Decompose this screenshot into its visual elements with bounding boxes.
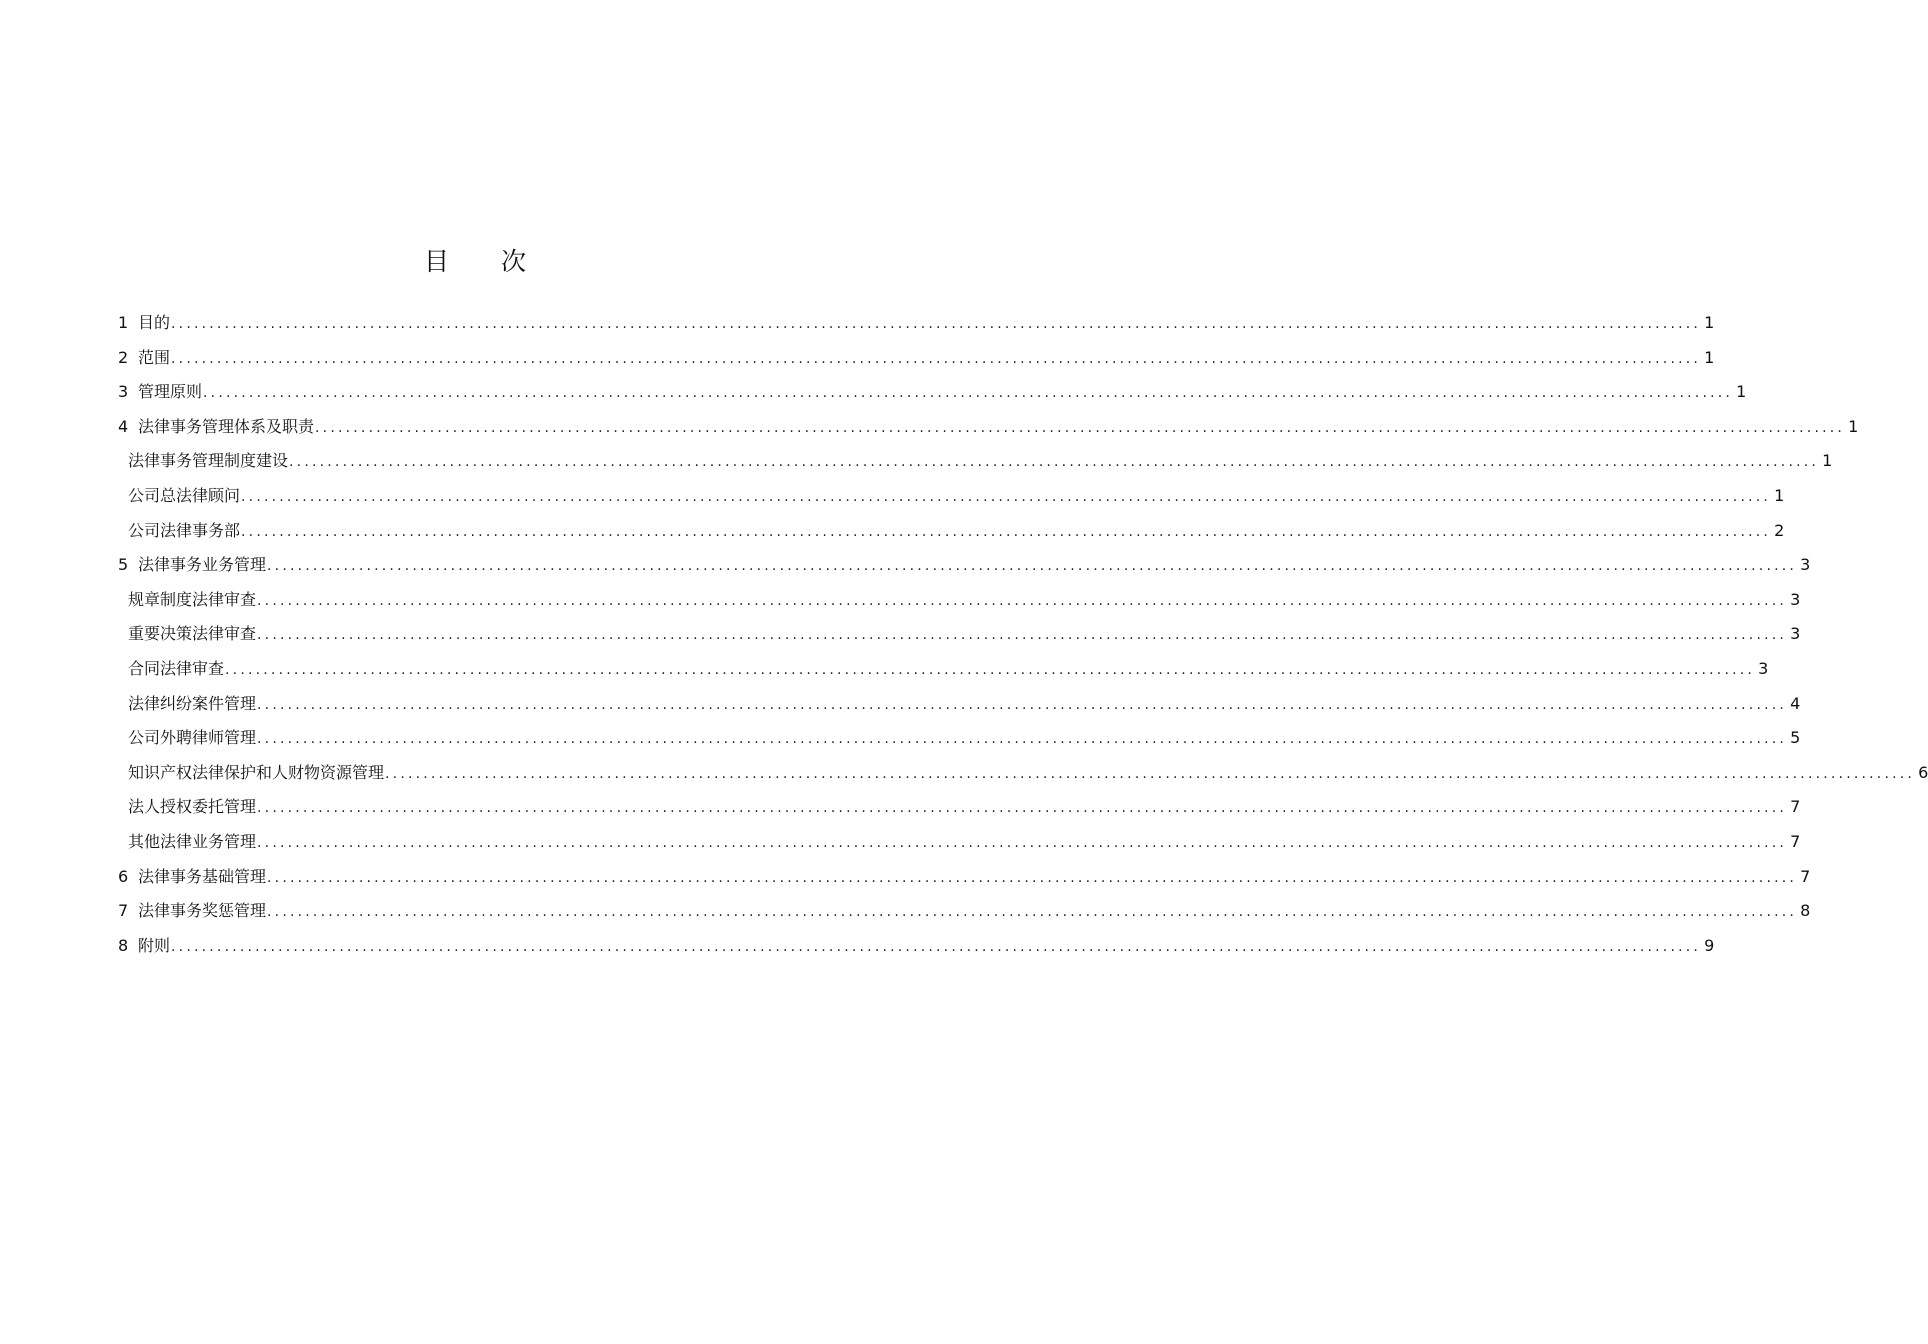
toc-subentry[interactable] <box>118 790 1801 825</box>
toc-dot-leader: ........................................................................................................................................................................................................ <box>241 488 1772 505</box>
toc-page-number: 1 <box>1774 485 1785 505</box>
toc-entry-title: 法律事务管理制度建设 <box>128 451 289 471</box>
toc-entry-title: 附则 <box>138 935 171 955</box>
toc-entry[interactable] <box>118 929 1715 964</box>
toc-entry-number: 5 <box>118 555 129 575</box>
toc-entry-title: 规章制度法律审查 <box>128 589 257 609</box>
toc-page-number: 7 <box>1790 831 1801 851</box>
toc-dot-leader: ........................................................................................................................................................................................................ <box>171 350 1702 367</box>
toc-page-number: 1 <box>1848 416 1859 436</box>
toc-entry-title: 管理原则 <box>138 382 203 402</box>
toc-subentry[interactable] <box>118 583 1801 618</box>
toc-dot-leader: ........................................................................................................................................................................................................ <box>267 558 1798 575</box>
toc-subentry[interactable] <box>118 721 1801 756</box>
toc-page-number: 1 <box>1822 451 1833 471</box>
toc-dot-leader: ........................................................................................................................................................................................................ <box>257 800 1788 817</box>
toc-page-number: 2 <box>1774 520 1785 540</box>
toc-entry-title: 法律事务业务管理 <box>138 555 267 575</box>
toc-entry-title: 公司外聘律师管理 <box>128 728 257 748</box>
toc-entry-title: 法律纠纷案件管理 <box>128 693 257 713</box>
toc-entry-title: 目的 <box>138 313 171 332</box>
toc-title-char-1: 目 <box>423 247 449 276</box>
toc-page-number: 4 <box>1790 693 1801 713</box>
toc-page-number: 3 <box>1790 589 1801 609</box>
toc-subentry[interactable] <box>118 825 1801 860</box>
toc-entry-number: 1 <box>118 313 129 332</box>
toc-page-number: 3 <box>1790 624 1801 644</box>
toc-page-number: 3 <box>1758 658 1769 678</box>
toc-dot-leader: ........................................................................................................................................................................................................ <box>171 316 1702 332</box>
toc-entry[interactable] <box>118 375 1747 410</box>
toc-page-number: 7 <box>1800 866 1811 886</box>
toc-subentry[interactable] <box>118 756 1928 791</box>
toc-dot-leader: ........................................................................................................................................................................................................ <box>257 592 1788 609</box>
toc-entry-title: 法人授权委托管理 <box>128 797 257 817</box>
toc-page-number: 3 <box>1800 555 1811 575</box>
toc-dot-leader: ........................................................................................................................................................................................................ <box>257 696 1788 713</box>
toc-dot-leader: ........................................................................................................................................................................................................ <box>267 904 1798 921</box>
toc-entry-title: 法律事务基础管理 <box>138 866 267 886</box>
toc-entry-number: 6 <box>118 866 129 886</box>
toc-dot-leader: ........................................................................................................................................................................................................ <box>203 385 1734 402</box>
toc-entry-title: 法律事务奖惩管理 <box>138 901 267 921</box>
toc-page-number: 9 <box>1704 935 1715 955</box>
toc-entry-title: 知识产权法律保护和人财物资源管理 <box>128 762 385 782</box>
toc-entry-title: 范围 <box>138 347 171 367</box>
toc-entry[interactable] <box>118 410 1859 445</box>
toc-subentry[interactable] <box>118 617 1801 652</box>
toc-subentry[interactable] <box>118 514 1785 549</box>
toc-dot-leader: ........................................................................................................................................................................................................ <box>225 661 1756 678</box>
toc-dot-leader: ........................................................................................................................................................................................................ <box>267 869 1798 886</box>
toc-subentry[interactable] <box>118 444 1833 479</box>
toc-entry[interactable] <box>118 306 1715 341</box>
toc-page-number: 1 <box>1704 347 1715 367</box>
toc-entry-title: 公司法律事务部 <box>128 520 241 540</box>
toc-dot-leader: ........................................................................................................................................................................................................ <box>241 523 1772 540</box>
toc-dot-leader: ........................................................................................................................................................................................................ <box>257 627 1788 644</box>
toc-entry-number: 8 <box>118 935 129 955</box>
toc-entry-number: 7 <box>118 901 129 921</box>
toc-page-number: 5 <box>1790 728 1801 748</box>
toc-entry-title: 法律事务管理体系及职责 <box>138 416 315 436</box>
toc-subentry[interactable] <box>118 479 1785 514</box>
toc-page-number: 1 <box>1736 382 1747 402</box>
toc-entry-number: 4 <box>118 416 129 436</box>
toc-entry-number: 3 <box>118 382 129 402</box>
table-of-contents <box>118 306 1928 963</box>
toc-page-number: 7 <box>1790 797 1801 817</box>
toc-page-number: 8 <box>1800 901 1811 921</box>
toc-dot-leader: ........................................................................................................................................................................................................ <box>289 454 1820 471</box>
toc-dot-leader: ........................................................................................................................................................................................................ <box>171 938 1702 955</box>
toc-entry-number: 2 <box>118 347 129 367</box>
toc-subentry[interactable] <box>118 687 1801 722</box>
toc-entry-title: 公司总法律顾问 <box>128 485 241 505</box>
toc-entry[interactable] <box>118 341 1715 376</box>
toc-page-number: 6 <box>1918 762 1928 782</box>
toc-title-char-2: 次 <box>501 247 527 276</box>
toc-entry[interactable] <box>118 548 1811 583</box>
toc-dot-leader: ........................................................................................................................................................................................................ <box>385 765 1916 782</box>
toc-entry-title: 合同法律审查 <box>128 658 225 678</box>
toc-dot-leader: ........................................................................................................................................................................................................ <box>257 834 1788 851</box>
toc-title <box>0 244 950 280</box>
toc-entry-title: 其他法律业务管理 <box>128 831 257 851</box>
toc-dot-leader: ........................................................................................................................................................................................................ <box>315 419 1846 436</box>
toc-subentry[interactable] <box>118 652 1769 687</box>
toc-dot-leader: ........................................................................................................................................................................................................ <box>257 731 1788 748</box>
toc-entry-title: 重要决策法律审查 <box>128 624 257 644</box>
toc-page-number: 1 <box>1704 313 1715 332</box>
toc-entry[interactable] <box>118 894 1811 929</box>
toc-entry[interactable] <box>118 860 1811 895</box>
